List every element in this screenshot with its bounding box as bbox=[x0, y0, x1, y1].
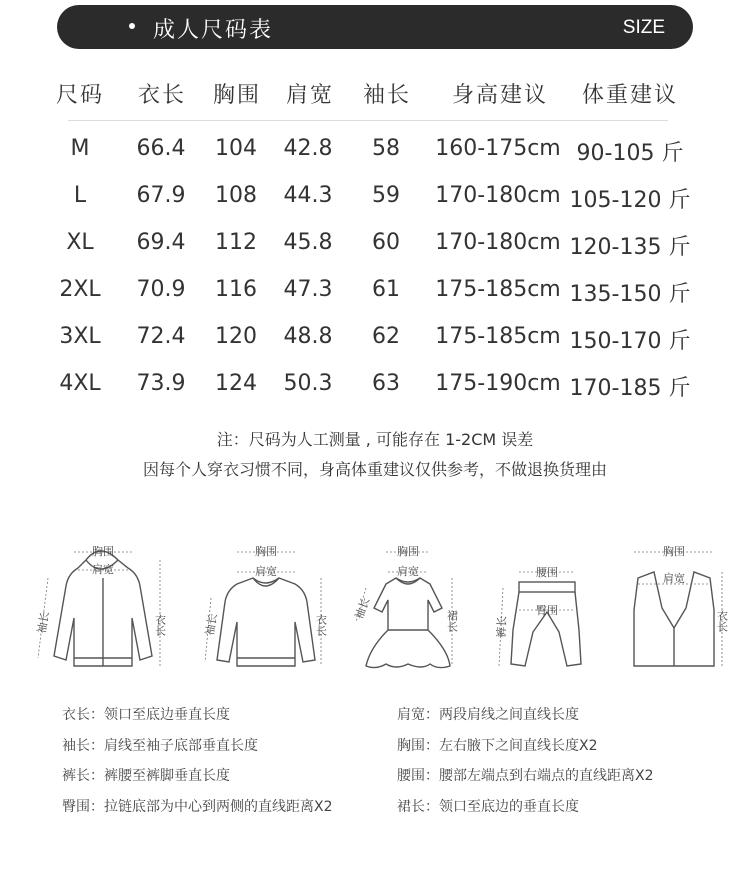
cell-weight: 90-105 斤 bbox=[576, 141, 684, 166]
cell-shoulder: 45.8 bbox=[283, 230, 333, 255]
cell-size: 2XL bbox=[59, 277, 101, 302]
def-shoulder: 肩宽：两段肩线之间直线长度 bbox=[397, 707, 579, 723]
dress-length-label: 裙长 bbox=[445, 610, 459, 632]
def-skirt: 裙长：领口至底边的垂直长度 bbox=[397, 799, 579, 815]
jacket-length-label: 衣长 bbox=[153, 614, 167, 636]
header-weight: 体重建议 bbox=[581, 83, 679, 108]
cell-chest: 112 bbox=[215, 230, 257, 255]
sweater-sleeve-label: 袖长 bbox=[203, 612, 220, 637]
measurement-figures bbox=[0, 538, 750, 678]
jacket-figure bbox=[28, 538, 168, 678]
dress-chest-label: 胸围 bbox=[397, 545, 419, 558]
cell-length: 69.4 bbox=[136, 230, 186, 255]
cell-length: 72.4 bbox=[136, 324, 186, 349]
cell-size: 3XL bbox=[59, 324, 101, 349]
page-title: 成人尺码表 bbox=[153, 18, 274, 43]
cell-size: 4XL bbox=[59, 371, 101, 396]
bullet-icon bbox=[129, 23, 135, 29]
size-label: SIZE bbox=[622, 17, 665, 38]
header-chest: 胸围 bbox=[212, 83, 262, 108]
dress-figure bbox=[342, 538, 482, 678]
cell-sleeve: 60 bbox=[372, 230, 400, 255]
cell-chest: 124 bbox=[215, 371, 257, 396]
def-chest: 胸围：左右腋下之间直线长度X2 bbox=[397, 738, 598, 754]
cell-height: 170-180cm bbox=[435, 230, 561, 255]
def-hip: 臀围：拉链底部为中心到两侧的直线距离X2 bbox=[62, 799, 333, 815]
vest-chest-label: 胸围 bbox=[663, 545, 685, 558]
vest-shoulder-label: 肩宽 bbox=[663, 572, 685, 585]
cell-size: M bbox=[70, 136, 90, 161]
sweater-icon bbox=[195, 538, 335, 678]
cell-sleeve: 59 bbox=[372, 183, 400, 208]
note-disclaimer: 因每个人穿衣习惯不同，身高体重建议仅供参考，不做退换货理由 bbox=[142, 460, 607, 479]
table-row bbox=[0, 318, 750, 365]
cell-height: 170-180cm bbox=[435, 183, 561, 208]
pants-figure bbox=[485, 538, 605, 678]
cell-chest: 120 bbox=[215, 324, 257, 349]
cell-shoulder: 42.8 bbox=[283, 136, 333, 161]
jacket-shoulder-label: 肩宽 bbox=[92, 563, 114, 576]
cell-chest: 104 bbox=[215, 136, 257, 161]
cell-size: L bbox=[73, 183, 87, 208]
cell-shoulder: 50.3 bbox=[283, 371, 333, 396]
cell-sleeve: 62 bbox=[372, 324, 400, 349]
cell-sleeve: 63 bbox=[372, 371, 400, 396]
vest-length-label: 衣长 bbox=[715, 610, 729, 632]
cell-weight: 150-170 斤 bbox=[569, 329, 691, 354]
cell-sleeve: 61 bbox=[372, 277, 400, 302]
sweater-shoulder-label: 肩宽 bbox=[255, 565, 277, 578]
dress-sleeve-label: 袖长 bbox=[352, 595, 373, 622]
cell-shoulder: 44.3 bbox=[283, 183, 333, 208]
def-length: 衣长：领口至底边垂直长度 bbox=[62, 707, 230, 723]
cell-length: 67.9 bbox=[136, 183, 186, 208]
cell-length: 70.9 bbox=[136, 277, 186, 302]
hooded-jacket-icon bbox=[28, 538, 168, 678]
header-height: 身高建议 bbox=[451, 83, 549, 108]
header-divider bbox=[68, 120, 668, 121]
title-bar bbox=[57, 5, 693, 49]
sweater-figure bbox=[195, 538, 335, 678]
def-sleeve: 袖长：肩线至袖子底部垂直长度 bbox=[62, 738, 258, 754]
table-header bbox=[0, 78, 750, 112]
cell-weight: 135-150 斤 bbox=[569, 282, 691, 307]
cell-weight: 105-120 斤 bbox=[569, 188, 691, 213]
cell-sleeve: 58 bbox=[372, 136, 400, 161]
cell-height: 160-175cm bbox=[435, 136, 561, 161]
table-row bbox=[0, 365, 750, 412]
cell-height: 175-185cm bbox=[435, 277, 561, 302]
table-row bbox=[0, 177, 750, 224]
vest-icon bbox=[610, 538, 740, 678]
pants-length-label: 裤长 bbox=[495, 615, 509, 639]
table-row bbox=[0, 271, 750, 318]
cell-height: 175-190cm bbox=[435, 371, 561, 396]
cell-chest: 108 bbox=[215, 183, 257, 208]
def-waist: 腰围：腰部左端点到右端点的直线距离X2 bbox=[397, 768, 654, 784]
pants-icon bbox=[485, 538, 605, 678]
jacket-chest-label: 胸围 bbox=[92, 545, 114, 558]
pants-waist-label: 腰围 bbox=[536, 566, 558, 579]
cell-shoulder: 48.8 bbox=[283, 324, 333, 349]
pants-hip-label: 臀围 bbox=[536, 604, 558, 617]
header-shoulder: 肩宽 bbox=[285, 83, 335, 108]
table-row bbox=[0, 130, 750, 177]
cell-weight: 120-135 斤 bbox=[569, 235, 691, 260]
cell-height: 175-185cm bbox=[435, 324, 561, 349]
def-pants: 裤长：裤腰至裤脚垂直长度 bbox=[62, 768, 230, 784]
header-length: 衣长 bbox=[137, 83, 187, 108]
sweater-chest-label: 胸围 bbox=[255, 545, 277, 558]
header-size: 尺码 bbox=[55, 83, 105, 108]
vest-figure bbox=[610, 538, 740, 678]
note-measurement: 注：尺码为人工测量 , 可能存在 1-2CM 误差 bbox=[216, 430, 534, 449]
dress-icon bbox=[342, 538, 482, 678]
header-sleeve: 袖长 bbox=[362, 83, 412, 108]
sweater-length-label: 衣长 bbox=[314, 614, 328, 636]
cell-size: XL bbox=[66, 230, 94, 255]
cell-weight: 170-185 斤 bbox=[569, 376, 691, 401]
dress-shoulder-label: 肩宽 bbox=[397, 565, 419, 578]
cell-chest: 116 bbox=[215, 277, 257, 302]
cell-shoulder: 47.3 bbox=[283, 277, 333, 302]
cell-length: 66.4 bbox=[136, 136, 186, 161]
size-table bbox=[0, 130, 750, 412]
cell-length: 73.9 bbox=[136, 371, 186, 396]
table-row bbox=[0, 224, 750, 271]
jacket-sleeve-label: 袖长 bbox=[35, 610, 52, 635]
